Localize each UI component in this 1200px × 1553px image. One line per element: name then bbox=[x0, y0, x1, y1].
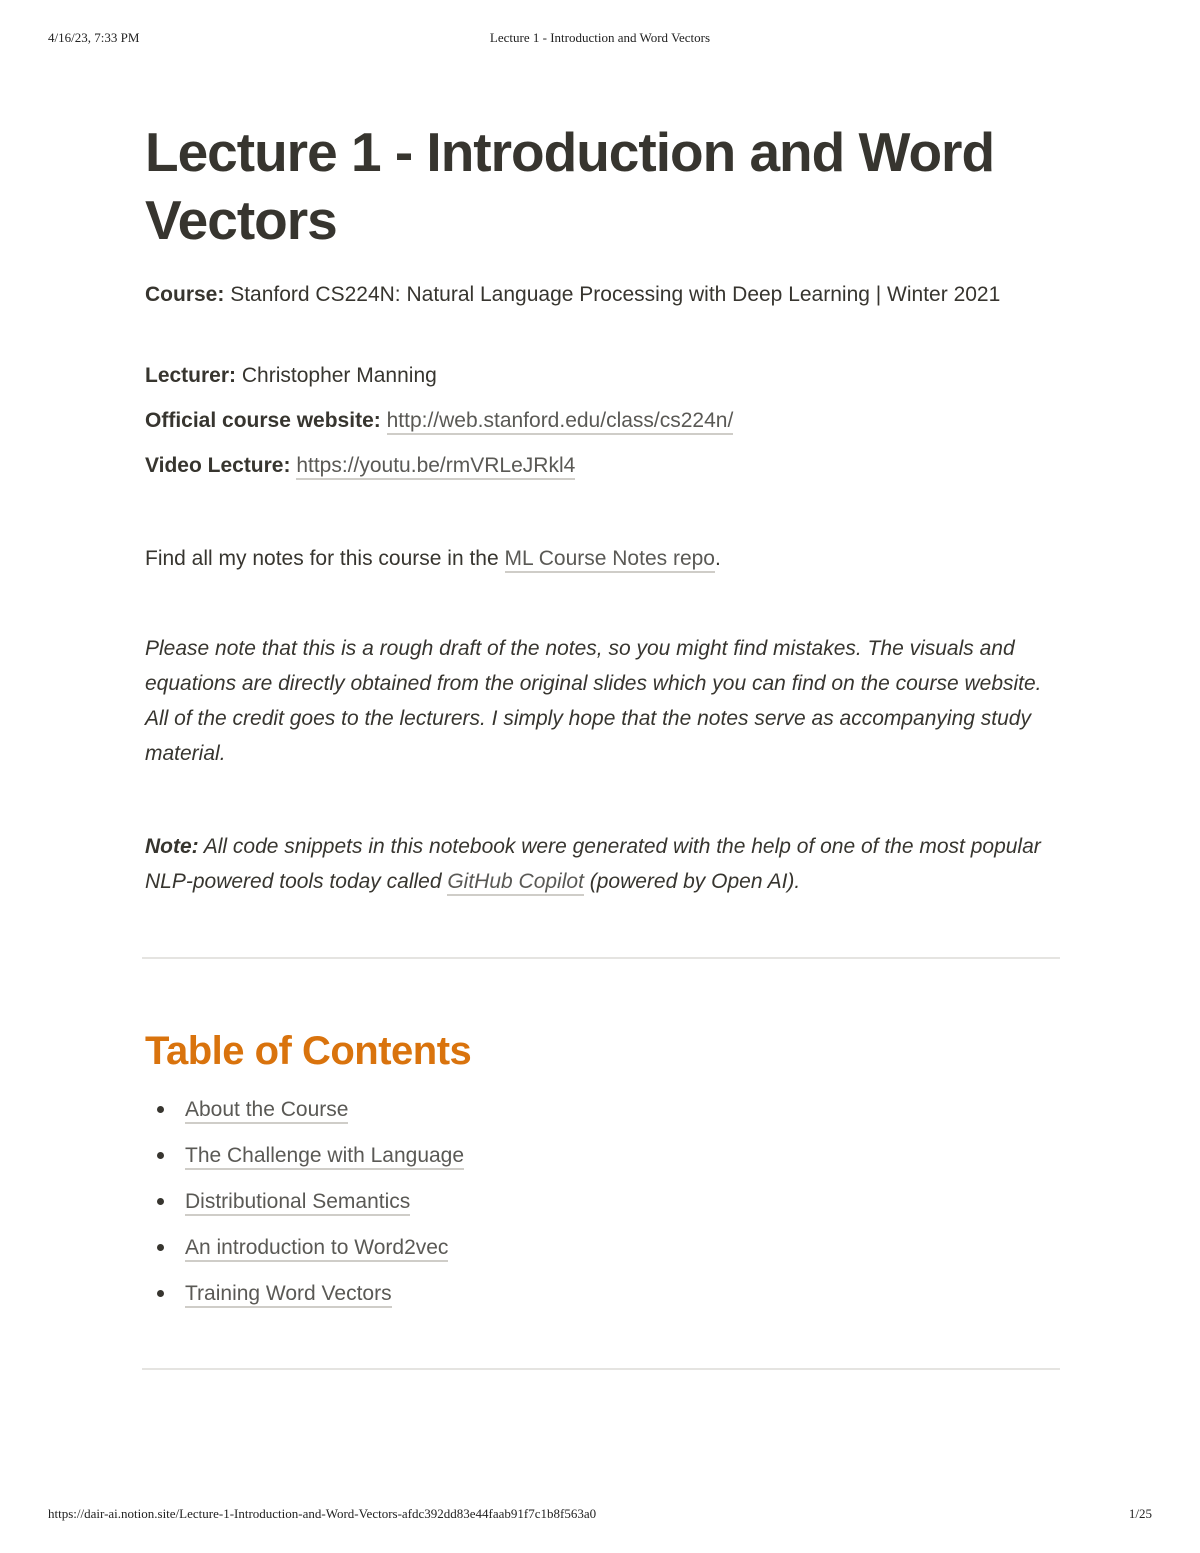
ml-course-notes-link[interactable]: ML Course Notes repo bbox=[505, 547, 715, 573]
video-lecture-link[interactable]: https://youtu.be/rmVRLeJRkl4 bbox=[296, 454, 575, 480]
notes-text-after: . bbox=[714, 547, 721, 570]
lecturer-value: Christopher Manning bbox=[241, 364, 437, 387]
toc-link-about-the-course[interactable]: About the Course bbox=[185, 1098, 348, 1124]
lecturer-label: Lecturer: bbox=[145, 364, 237, 387]
print-header bbox=[48, 30, 1152, 50]
notes-paragraph bbox=[145, 541, 1060, 576]
course-value: Stanford CS224N: Natural Language Processing with Deep Learning | Winter 2021 bbox=[230, 283, 1001, 306]
toc-link-intro-word2vec[interactable]: An introduction to Word2vec bbox=[185, 1236, 448, 1262]
print-url: https://dair-ai.notion.site/Lecture-1-Introduction-and-Word-Vectors-afdc392dd83e44faab91f7c1b8f563a0 bbox=[48, 1506, 597, 1521]
toc-item bbox=[145, 1276, 464, 1322]
toc-list bbox=[145, 1092, 464, 1322]
page-title: Lecture 1 - Introduction and Word Vectors bbox=[145, 121, 995, 251]
course-label: Course: bbox=[145, 283, 225, 306]
note-text-before: All code snippets in this notebook were generated with the help of one of the most popular NLP-powered tools today called bbox=[145, 835, 1041, 893]
bullet-icon bbox=[157, 1152, 164, 1159]
print-doc-title: Lecture 1 - Introduction and Word Vectors bbox=[489, 30, 711, 45]
lecturer-property bbox=[145, 359, 1060, 393]
video-label: Video Lecture: bbox=[145, 454, 291, 477]
bullet-icon bbox=[157, 1198, 164, 1205]
website-property bbox=[145, 404, 1060, 438]
disclaimer-paragraph: Please note that this is a rough draft of the notes, so you might find mistakes. The visuals and equations are directly obtained from the original slides which you can find on the course website. All of the credit goes to the lecturers. I simply hope that the notes serve as accompanying study material. bbox=[145, 637, 1042, 765]
note-label: Note: bbox=[145, 835, 199, 858]
divider bbox=[142, 1368, 1060, 1370]
github-copilot-link[interactable]: GitHub Copilot bbox=[447, 870, 584, 896]
course-website-link[interactable]: http://web.stanford.edu/class/cs224n/ bbox=[387, 409, 734, 435]
toc-item bbox=[145, 1138, 464, 1184]
website-label: Official course website: bbox=[145, 409, 381, 432]
toc-heading: Table of Contents bbox=[145, 1029, 472, 1073]
toc-item bbox=[145, 1092, 464, 1138]
notes-text-before: Find all my notes for this course in the bbox=[145, 547, 505, 570]
video-property bbox=[145, 449, 1060, 483]
toc-item bbox=[145, 1230, 464, 1276]
bullet-icon bbox=[157, 1244, 164, 1251]
toc-link-distributional-semantics[interactable]: Distributional Semantics bbox=[185, 1190, 410, 1216]
print-footer bbox=[48, 1506, 1152, 1526]
toc-item bbox=[145, 1184, 464, 1230]
bullet-icon bbox=[157, 1290, 164, 1297]
note-text-after: (powered by Open AI). bbox=[583, 870, 801, 893]
page-number: 1/25 bbox=[1128, 1506, 1152, 1521]
toc-link-training-word-vectors[interactable]: Training Word Vectors bbox=[185, 1282, 392, 1308]
note-paragraph bbox=[145, 829, 1060, 899]
print-datetime: 4/16/23, 7:33 PM bbox=[48, 30, 140, 45]
course-property bbox=[145, 278, 1060, 312]
bullet-icon bbox=[157, 1106, 164, 1113]
toc-link-challenge-with-language[interactable]: The Challenge with Language bbox=[185, 1144, 464, 1170]
divider bbox=[142, 957, 1060, 959]
